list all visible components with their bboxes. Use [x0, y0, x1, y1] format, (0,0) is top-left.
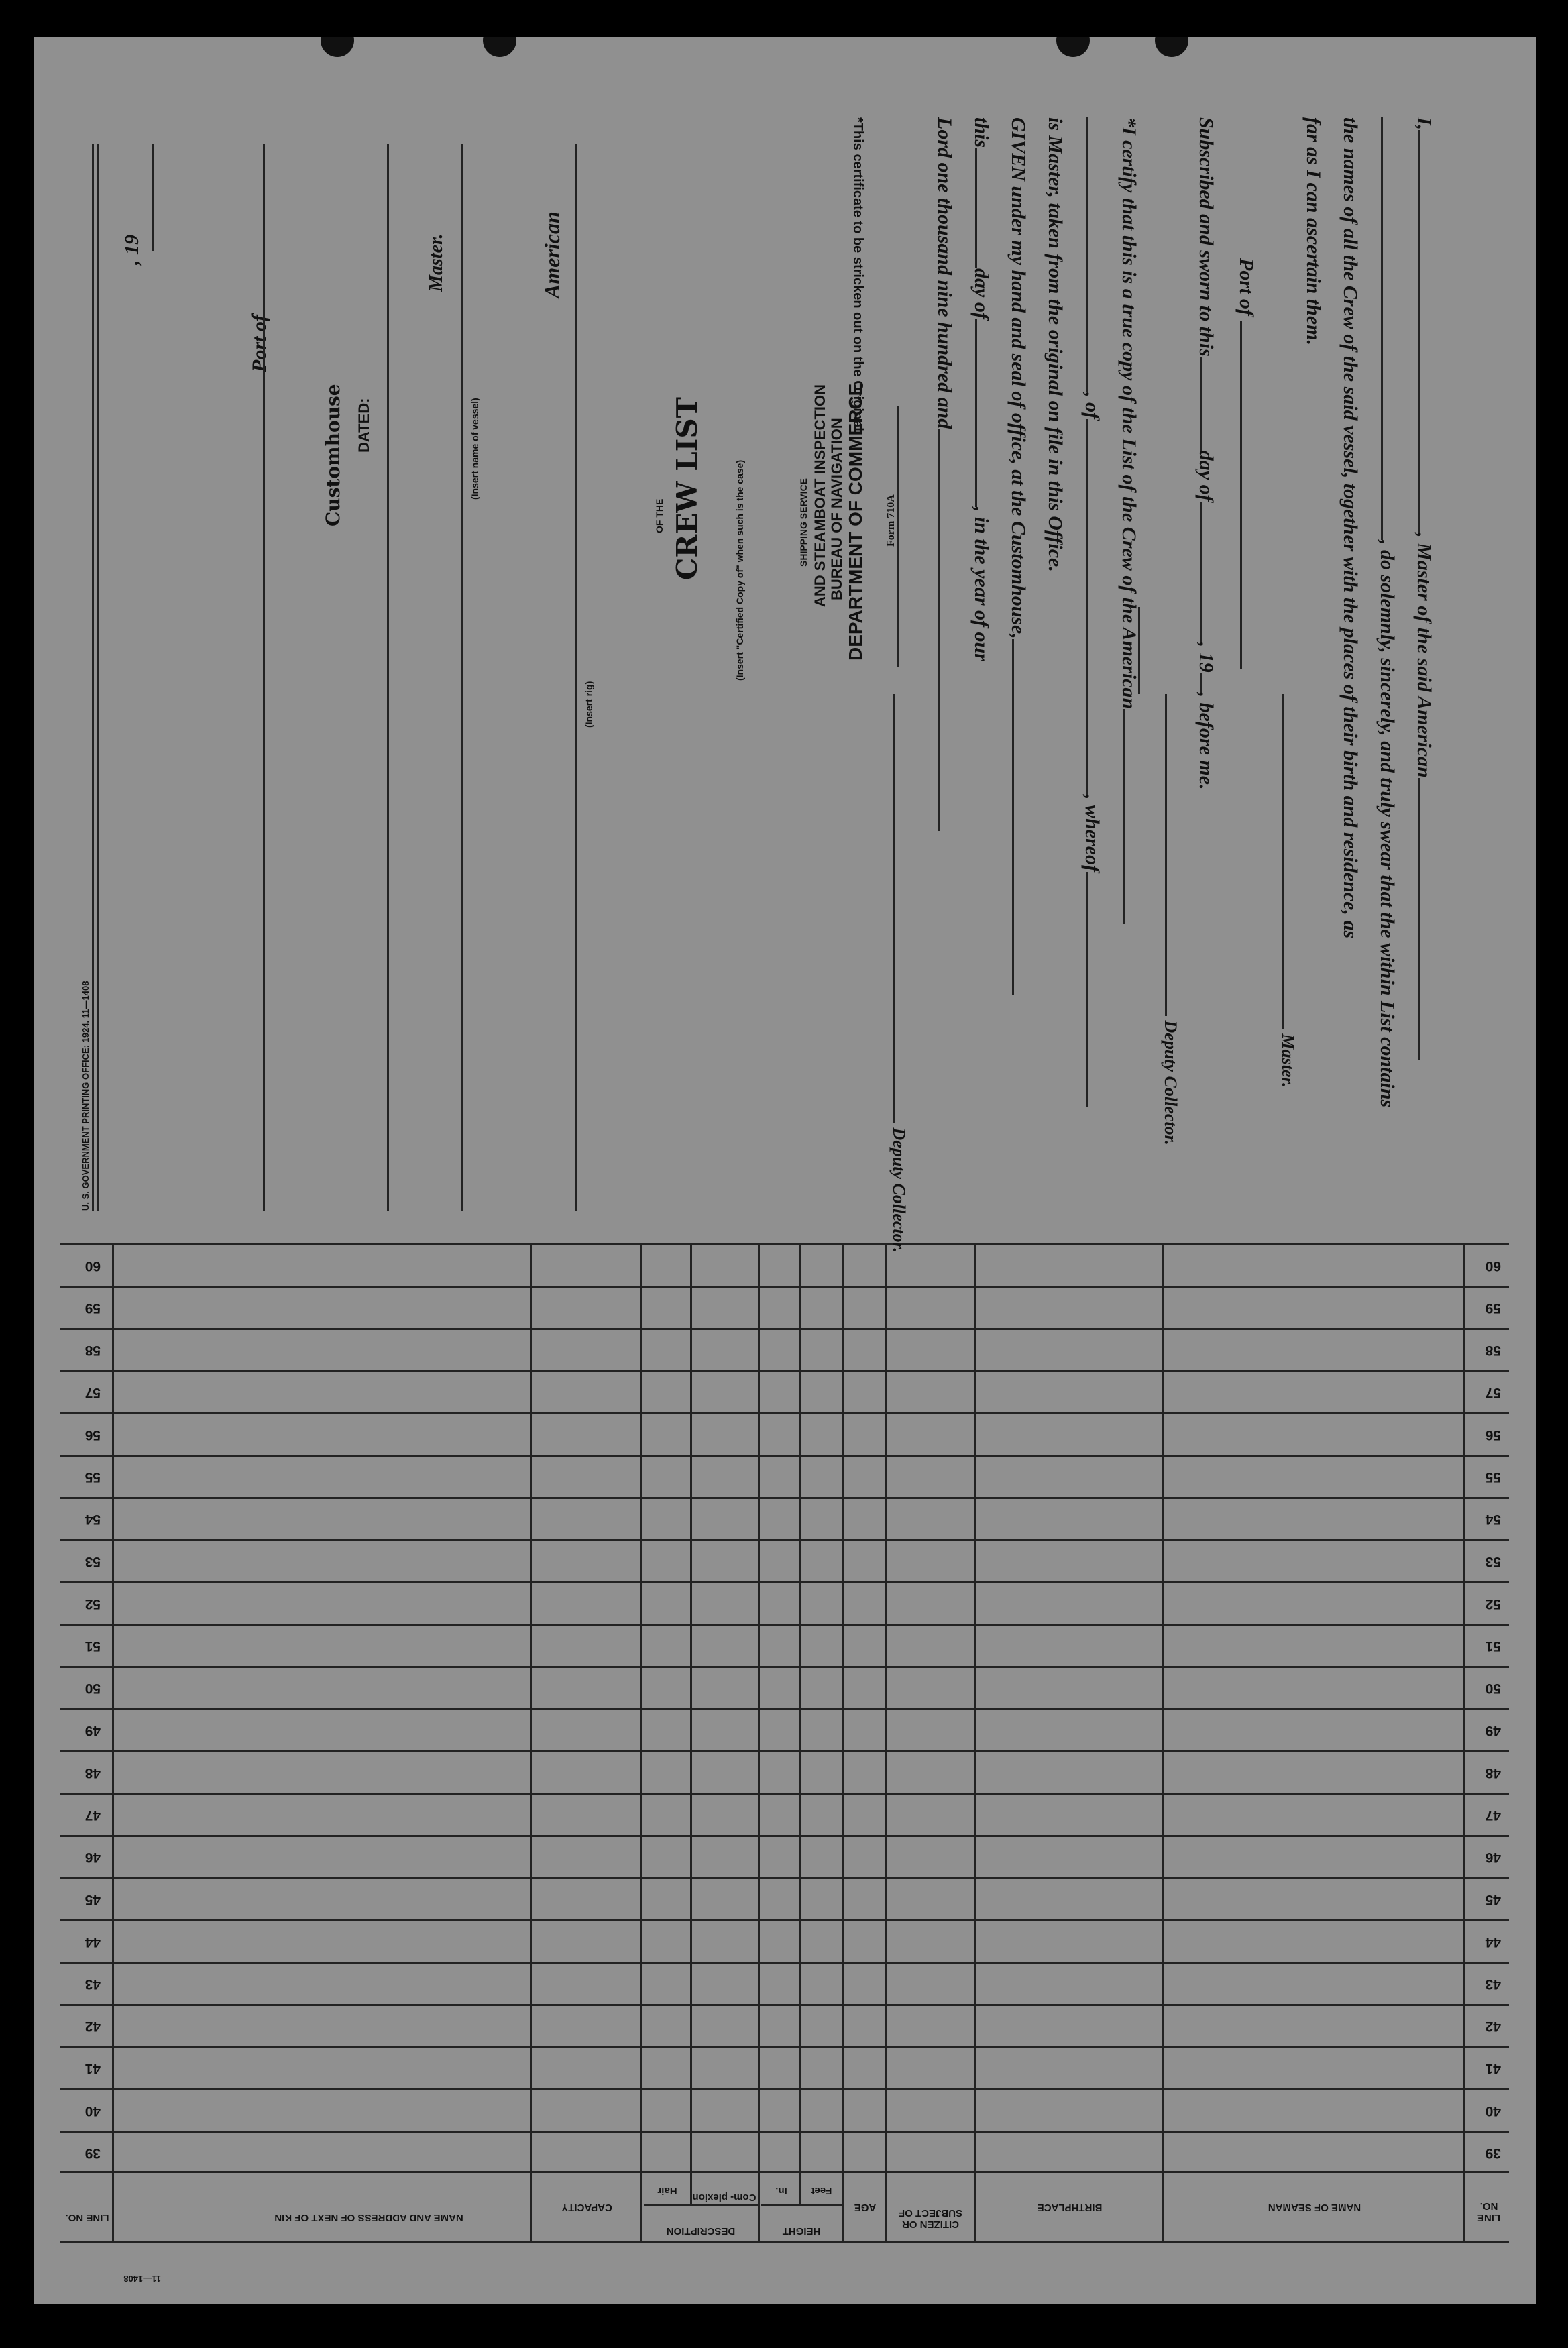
- table-row: [60, 1624, 1509, 1666]
- cover-panel: [624, 453, 1536, 1043]
- row-line-number-right: 42: [85, 2019, 101, 2034]
- col-header-height: HEIGHT: [782, 2225, 821, 2237]
- table-row: [60, 1581, 1509, 1624]
- row-line-number: 51: [1485, 1638, 1501, 1654]
- row-line-number-right: 58: [85, 1343, 101, 1358]
- row-line-number: 55: [1485, 1469, 1501, 1485]
- row-line-number-right: 48: [85, 1765, 101, 1781]
- master-signature-label: Master.: [1278, 694, 1298, 1088]
- row-line-number-right: 54: [85, 1512, 101, 1527]
- table-row: [60, 1243, 1509, 1286]
- row-line-number-right: 49: [85, 1723, 101, 1738]
- col-header-feet: Feet: [811, 2185, 832, 2196]
- crew-table: [34, 1231, 1536, 2304]
- deputy-collector-1: Deputy Collector.: [1160, 694, 1180, 1145]
- row-line-number-right: 39: [85, 2145, 101, 2161]
- row-line-number-right: 44: [85, 1934, 101, 1950]
- col-header-name: NAME OF SEAMAN: [1268, 2202, 1361, 2213]
- col-line: [112, 1244, 114, 2243]
- bureau-line-1: BUREAU OF NAVIGATION: [828, 418, 845, 600]
- row-line-number-right: 45: [85, 1892, 101, 1907]
- col-line: [1463, 1244, 1465, 2243]
- table-row: [60, 1750, 1509, 1793]
- row-line-number-right: 56: [85, 1427, 101, 1443]
- certified-copy-note: (Insert "Certified Copy of" when such is the case): [734, 459, 745, 681]
- col-header-next-of-kin: NAME AND ADDRESS OF NEXT OF KIN: [274, 2212, 463, 2223]
- rig-line: [575, 144, 577, 1211]
- col-line: [799, 1244, 801, 2206]
- col-header-complexion: Com- plexion: [692, 2192, 757, 2203]
- row-line-number-right: 43: [85, 1976, 101, 1992]
- oath-port-of: Port of: [1235, 258, 1257, 669]
- dated-label: DATED:: [355, 398, 372, 453]
- table-row: [60, 2046, 1509, 2088]
- col-header-birthplace: BIRTHPLACE: [1037, 2202, 1103, 2213]
- col-header-hair: Hair: [657, 2185, 677, 2196]
- col-line: [885, 1244, 887, 2243]
- customhouse-label: Customhouse: [322, 384, 344, 526]
- col-header-line-no-right: LINE NO.: [65, 2212, 109, 2223]
- table-row: [60, 1666, 1509, 1708]
- shipping-service: SHIPPING SERVICE: [798, 478, 809, 567]
- row-line-number: 42: [1485, 2019, 1501, 2034]
- col-line: [1162, 1244, 1164, 2243]
- table-row: [60, 1962, 1509, 2004]
- punch-hole: [321, 37, 354, 57]
- rotated-form-content: [34, 37, 1536, 2304]
- table-row: [60, 1412, 1509, 1455]
- table-row: [60, 2088, 1509, 2131]
- form-number: Form 710A: [885, 494, 897, 547]
- row-line-number-right: 47: [85, 1807, 101, 1823]
- table-row: [60, 1370, 1509, 1412]
- row-line-number: 44: [1485, 1934, 1501, 1950]
- table-row: [60, 1919, 1509, 1962]
- col-line: [530, 1244, 532, 2243]
- form-rule: [897, 406, 899, 667]
- row-line-number: 46: [1485, 1850, 1501, 1865]
- vessel-note: (Insert name of vessel): [469, 398, 480, 500]
- certificate-footnote: *This certificate to be stricken out on the Original.: [850, 117, 865, 435]
- row-line-number-right: 50: [85, 1681, 101, 1696]
- row-line-number: 60: [1485, 1258, 1501, 1274]
- table-row: [60, 1328, 1509, 1370]
- certificate-line-4: GIVEN under my hand and seal of office, at the Customhouse,: [1007, 117, 1029, 995]
- dept-commerce: DEPARTMENT OF COMMERCE: [845, 383, 866, 661]
- cover-rule: [92, 144, 94, 1211]
- row-line-number: 50: [1485, 1681, 1501, 1696]
- certificate-line-2: , of, whereof: [1080, 117, 1103, 1107]
- row-line-number: 59: [1485, 1300, 1501, 1316]
- row-line-number: 56: [1485, 1427, 1501, 1443]
- certificate-line-5: thisday of, in the year of our: [970, 117, 993, 661]
- row-line-number-right: 53: [85, 1554, 101, 1569]
- row-line-number: 48: [1485, 1765, 1501, 1781]
- table-row: [60, 1877, 1509, 1919]
- col-line: [690, 1244, 692, 2206]
- row-line-number: 39: [1485, 2145, 1501, 2161]
- row-line-number: 49: [1485, 1723, 1501, 1738]
- dated-rule: [387, 144, 389, 1211]
- bureau-line-2: AND STEAMBOAT INSPECTION: [811, 384, 828, 607]
- row-line-number: 53: [1485, 1554, 1501, 1569]
- deputy-collector-2: Deputy Collector.: [889, 694, 909, 1253]
- cover-rule: [97, 144, 99, 1211]
- table-row: [60, 2004, 1509, 2046]
- port-line: [263, 144, 265, 1211]
- year-field: , 19: [121, 235, 143, 265]
- certificate-line-6: Lord one thousand nine hundred and: [933, 117, 956, 831]
- col-line: [974, 1244, 976, 2243]
- col-header-citizen: CITIZEN OR SUBJECT OF: [899, 2207, 963, 2230]
- table-row: [60, 1286, 1509, 1328]
- row-line-number-right: 60: [85, 1258, 101, 1274]
- table-row: [60, 2131, 1509, 2173]
- row-line-number: 52: [1485, 1596, 1501, 1612]
- row-line-number: 43: [1485, 1976, 1501, 1992]
- col-line: [758, 1244, 760, 2243]
- year-line: [152, 144, 154, 251]
- oath-line-2: , do solemnly, sincerely, and truly swear that the within List contains: [1376, 117, 1398, 1107]
- row-line-number-right: 57: [85, 1385, 101, 1400]
- oath-line-3: the names of all the Crew of the said vessel, together with the places of their birth and residence, as: [1339, 117, 1361, 939]
- row-line-number: 45: [1485, 1892, 1501, 1907]
- row-line-number: 47: [1485, 1807, 1501, 1823]
- row-line-number-right: 52: [85, 1596, 101, 1612]
- row-line-number: 40: [1485, 2103, 1501, 2119]
- col-header-capacity: CAPACITY: [561, 2202, 612, 2213]
- row-line-number-right: 41: [85, 2061, 101, 2076]
- certificate-line-1: *I certify that this is a true copy of the List of the Crew of the American: [1117, 117, 1140, 924]
- description-subheader-line: [644, 2204, 758, 2206]
- table-row: [60, 1539, 1509, 1581]
- col-header-inches: In.: [775, 2185, 787, 2196]
- oath-line-4: far as I can ascertain them.: [1302, 117, 1325, 346]
- row-line-number-right: 51: [85, 1638, 101, 1654]
- col-line: [842, 1244, 844, 2243]
- row-line-number-right: 55: [85, 1469, 101, 1485]
- certificate-line-3: is Master, taken from the original on file in this Office.: [1044, 117, 1066, 572]
- col-header-description: DESCRIPTION: [666, 2225, 736, 2237]
- crew-list-title: CREW LIST: [671, 397, 704, 580]
- oath-line-1: I,, Master of the said American: [1412, 117, 1435, 1060]
- row-line-number-right: 59: [85, 1300, 101, 1316]
- american-label: American: [540, 211, 564, 298]
- table-row: [60, 1455, 1509, 1497]
- table-row: [60, 1835, 1509, 1877]
- row-line-number: 54: [1485, 1512, 1501, 1527]
- table-row: [60, 1708, 1509, 1750]
- table-row: [60, 1497, 1509, 1539]
- col-header-line-no: LINE NO.: [1477, 2200, 1501, 2223]
- col-header-age: AGE: [854, 2202, 877, 2213]
- master-label: Master.: [426, 233, 447, 292]
- punch-hole: [1155, 37, 1188, 57]
- table-row: [60, 1793, 1509, 1835]
- crew-list-form-sheet: [34, 37, 1536, 2304]
- punch-hole: [483, 37, 516, 57]
- rig-note: (Insert rig): [583, 681, 594, 728]
- cover-port-of: Port of: [248, 315, 270, 372]
- footer-form-code: 11—1408: [123, 2274, 161, 2284]
- row-line-number: 58: [1485, 1343, 1501, 1358]
- subscribed-line: Subscribed and sworn to thisday of, 19, before me.: [1195, 117, 1217, 790]
- table-top-line: [60, 2241, 1509, 2243]
- row-line-number: 41: [1485, 2061, 1501, 2076]
- height-subheader-line: [761, 2204, 842, 2206]
- of-the-label: OF THE: [654, 498, 665, 533]
- col-line: [640, 1244, 642, 2243]
- print-office-line: U. S. GOVERNMENT PRINTING OFFICE: 1924. 11—1408: [80, 981, 91, 1211]
- vessel-line: [461, 144, 463, 1211]
- punch-hole: [1056, 37, 1090, 57]
- row-line-number-right: 40: [85, 2103, 101, 2119]
- row-line-number: 57: [1485, 1385, 1501, 1400]
- row-line-number-right: 46: [85, 1850, 101, 1865]
